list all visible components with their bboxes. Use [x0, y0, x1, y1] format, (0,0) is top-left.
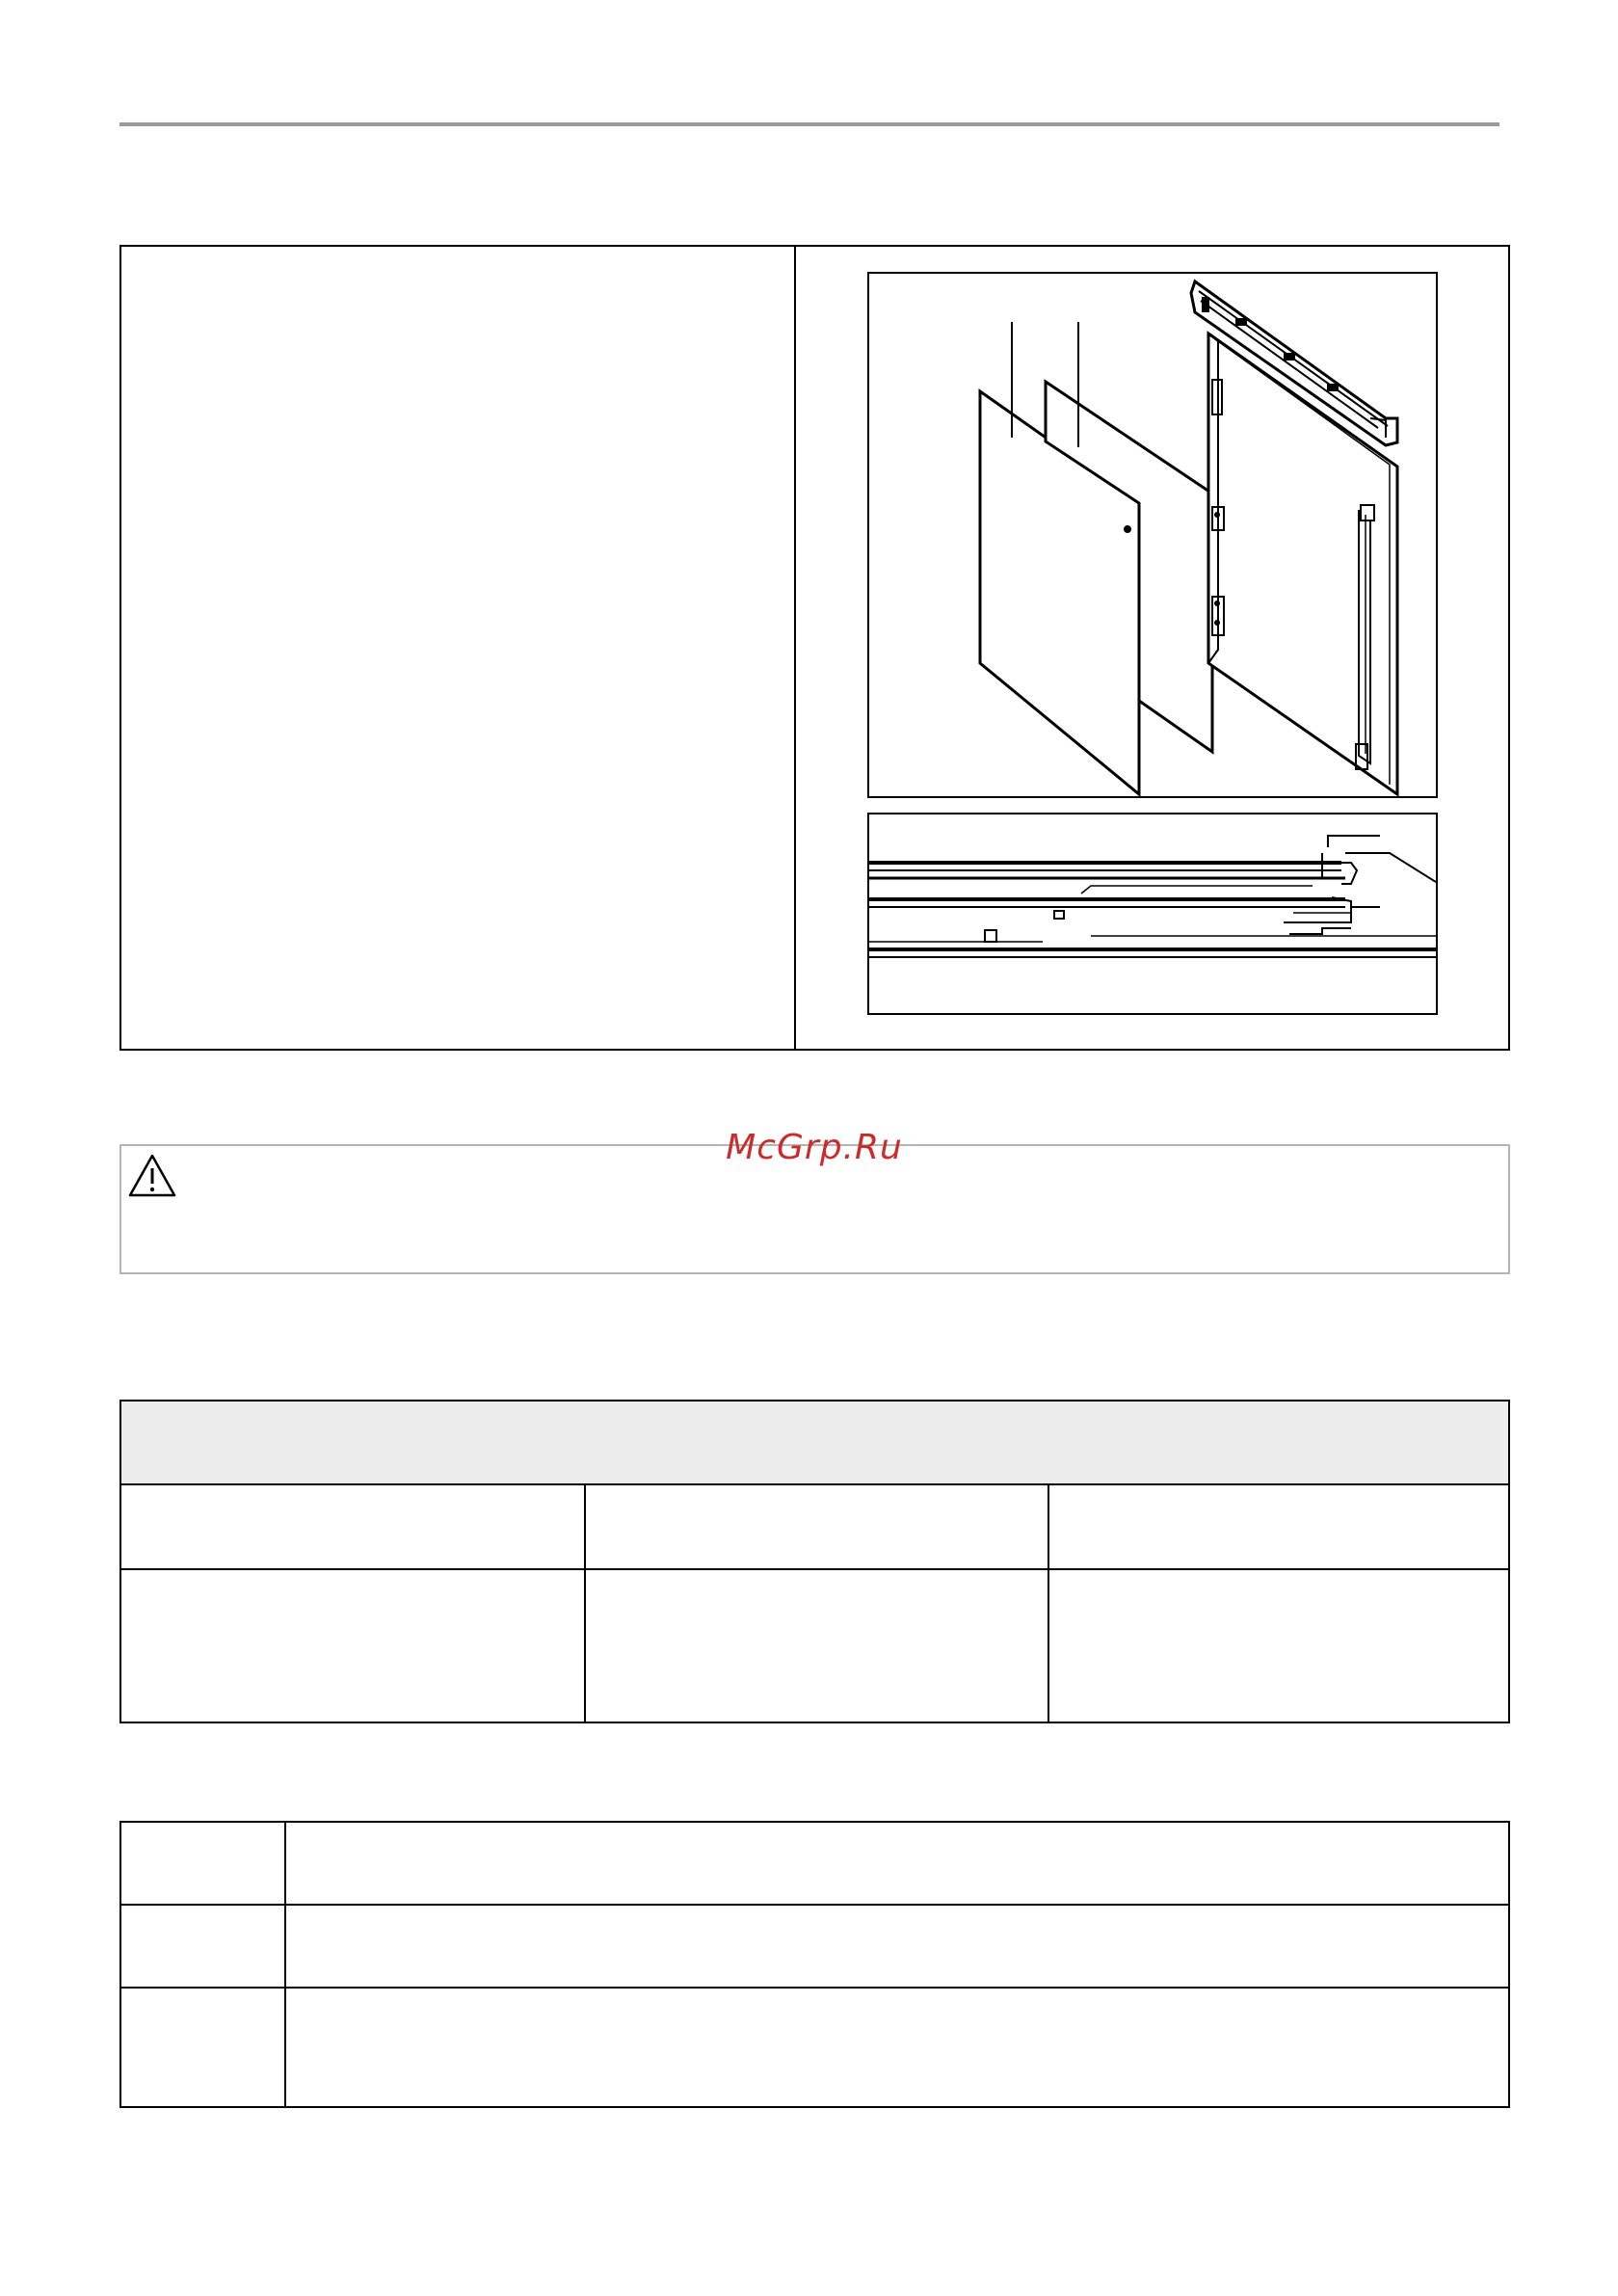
table-cell [1049, 1570, 1510, 1723]
callout-label-1 [983, 310, 1002, 337]
table-cell [121, 1906, 284, 1987]
door-glass-drawing [869, 274, 1436, 796]
table-column-header [121, 1485, 584, 1568]
troubleshooting-table [119, 1821, 1510, 2108]
door-glass-exploded-illustration [867, 272, 1438, 798]
callout-label-2 [1050, 310, 1070, 337]
step-text [145, 280, 761, 1012]
warning-triangle-icon [127, 1153, 177, 1199]
table-cell [286, 1823, 1510, 1904]
table-cell [121, 1989, 284, 2108]
door-glass-detail-drawing [869, 814, 1436, 1013]
door-glass-detail-illustration [867, 813, 1438, 1015]
table-header [121, 1402, 1508, 1485]
header-rule [119, 122, 1499, 126]
table-cell [121, 1823, 284, 1904]
table-cell [286, 1906, 1510, 1987]
glass-types-table [119, 1400, 1510, 1723]
watermark: McGrp.Ru [726, 1128, 903, 1167]
panel-screw-dot [1124, 525, 1131, 533]
table-cell [121, 1570, 584, 1723]
table-column-header [1049, 1485, 1510, 1568]
step-column-divider [794, 245, 796, 1051]
table-cell [586, 1570, 1048, 1723]
warning-text [193, 1195, 1484, 1253]
table-cell [286, 1989, 1510, 2108]
table-column-header [586, 1485, 1048, 1568]
